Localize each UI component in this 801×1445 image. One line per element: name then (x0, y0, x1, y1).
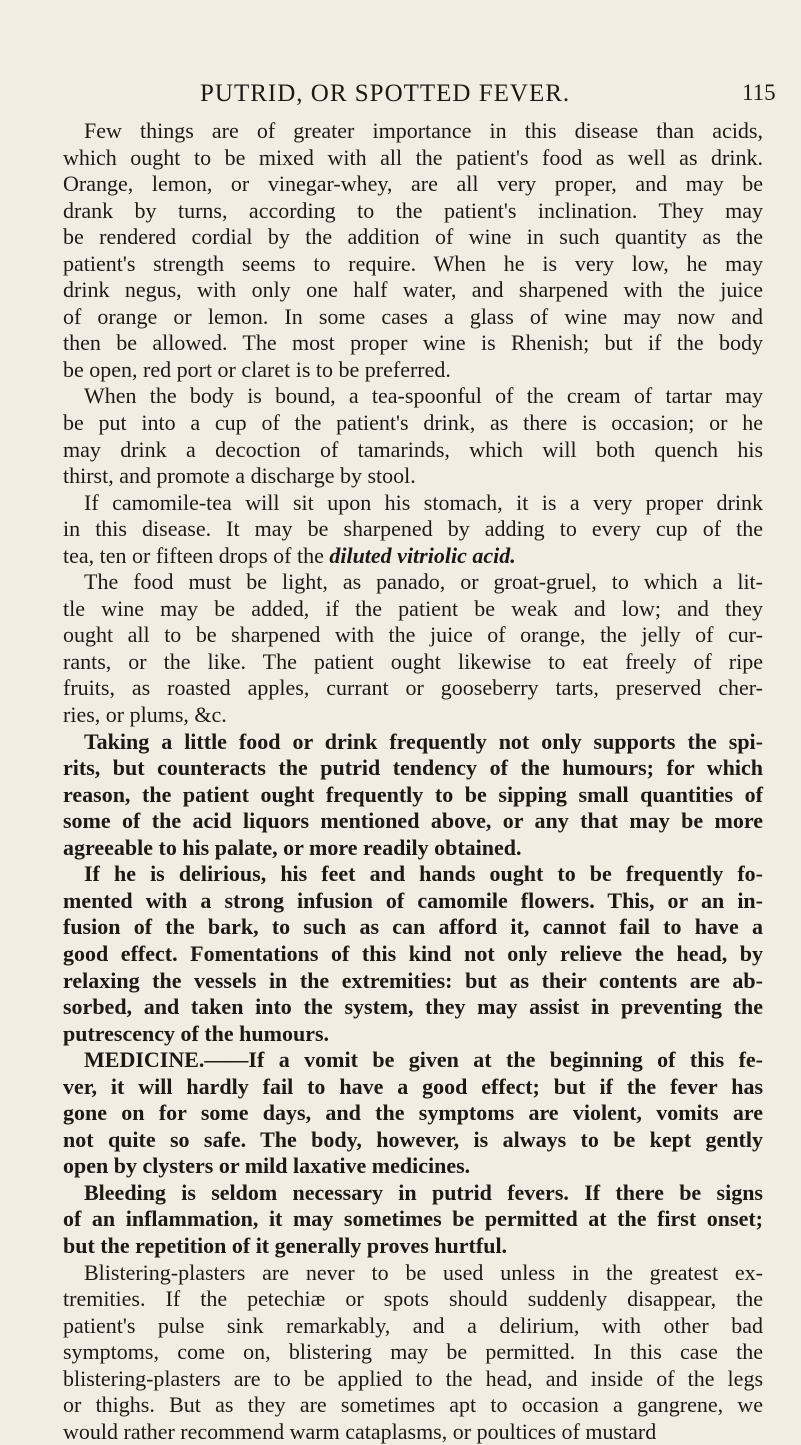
text-line: thirst, and promote a discharge by stool. (63, 463, 416, 489)
text-line: ries, or plums, &c. (63, 702, 227, 728)
text-line: in this disease. It may be sharpened by adding to every cup of the (63, 516, 763, 542)
text-line: agreeable to his palate, or more readily obtained. (63, 834, 522, 860)
text-line: blistering-plasters are to be applied to the head, and inside of the legs (63, 1365, 763, 1391)
text-line: not quite so safe. The body, however, is always to be kept gently (63, 1126, 763, 1152)
text-line-with-emphasis (63, 543, 763, 570)
text-line: If camomile-tea will sit upon his stomach, it is a very proper drink (84, 489, 763, 515)
text-line: which ought to be mixed with all the patient's food as well as drink. (63, 144, 763, 170)
text-line: Bleeding is seldom necessary in putrid fevers. If there be signs (84, 1179, 763, 1205)
text-line: drink negus, with only one half water, and sharpened with the juice (63, 277, 763, 303)
text-line: would rather recommend warm cataplasms, or poultices of mustard (63, 1418, 657, 1444)
text-line: Taking a little food or drink frequently not only supports the spi- (84, 728, 763, 754)
text-line: sorbed, and taken into the system, they may assist in preventing the (63, 994, 763, 1020)
text-line: When the body is bound, a tea-spoonful of the cream of tartar may (84, 383, 763, 409)
text-line: then be allowed. The most proper wine is Rhenish; but if the body (63, 330, 763, 356)
text-line: of an inflammation, it may sometimes be permitted at the first onset; (63, 1206, 763, 1232)
text-line: If he is delirious, his feet and hands ought to be frequently fo- (84, 861, 763, 887)
body-text (63, 118, 763, 1445)
text-line: tle wine may be added, if the patient be weak and low; and they (63, 595, 763, 621)
text-line: of orange or lemon. In some cases a glass of wine may now and (63, 303, 763, 329)
text-line: fusion of the bark, to such as can afford it, cannot fail to have a (63, 914, 763, 940)
text-line: patient's strength seems to require. When he is very low, he may (63, 250, 763, 276)
text-line: good effect. Fomentations of this kind not only relieve the head, by (63, 940, 763, 966)
text-line: relaxing the vessels in the extremities: but as their contents are ab- (63, 967, 763, 993)
text-line: some of the acid liquors mentioned above, or any that may be more (63, 808, 763, 834)
text-line: putrescency of the humours. (63, 1020, 330, 1046)
text-line: Blistering-plasters are never to be used unless in the greatest ex- (84, 1259, 763, 1285)
text-segment: tea, ten or fifteen drops of the (63, 542, 324, 568)
text-line: The food must be light, as panado, or groat-gruel, to which a lit- (84, 569, 763, 595)
text-line: be rendered cordial by the addition of wine in such quantity as the (63, 224, 763, 250)
text-line: mented with a strong infusion of camomile flowers. This, or an in- (63, 887, 763, 913)
page-header (0, 80, 801, 116)
text-line: tremities. If the petechiæ or spots should suddenly disappear, the (63, 1286, 763, 1312)
text-line: or thighs. But as they are sometimes apt to occasion a gangrene, we (63, 1392, 763, 1418)
text-line: Few things are of greater importance in this disease than acids, (84, 118, 763, 143)
text-line: ought all to be sharpened with the juice of orange, the jelly of cur- (63, 622, 763, 648)
text-line: may drink a decoction of tamarinds, which will both quench his (63, 436, 763, 462)
text-line: patient's pulse sink remarkably, and a delirium, with other bad (63, 1312, 763, 1338)
text-line: ver, it will hardly fail to have a good effect; but if the fever has (63, 1073, 763, 1099)
text-line: reason, the patient ought frequently to be sipping small quantities of (63, 781, 763, 807)
text-line: rants, or the like. The patient ought likewise to eat freely of ripe (63, 648, 763, 674)
text-line: MEDICINE.——If a vomit be given at the beginning of this fe- (84, 1047, 763, 1073)
text-line: fruits, as roasted apples, currant or gooseberry tarts, preserved cher- (63, 675, 763, 701)
text-line: Orange, lemon, or vinegar-whey, are all very proper, and may be (63, 171, 763, 197)
text-line: symptoms, come on, blistering may be permitted. In this case the (63, 1339, 763, 1365)
text-line: gone on for some days, and the symptoms are violent, vomits are (63, 1100, 763, 1126)
running-title: PUTRID, OR SPOTTED FEVER. (200, 80, 571, 107)
emphasis-diluted-vitriolic: diluted vitriolic acid. (329, 542, 516, 568)
text-line: drank by turns, according to the patient's inclination. They may (63, 197, 763, 223)
page-number: 115 (742, 80, 776, 105)
text-line: be open, red port or claret is to be preferred. (63, 356, 451, 382)
text-line: rits, but counteracts the putrid tendency of the humours; for which (63, 755, 763, 781)
text-line: but the repetition of it generally proves hurtful. (63, 1232, 508, 1258)
text-line: open by clysters or mild laxative medicines. (63, 1153, 471, 1179)
text-line: be put into a cup of the patient's drink, as there is occasion; or he (63, 410, 763, 436)
